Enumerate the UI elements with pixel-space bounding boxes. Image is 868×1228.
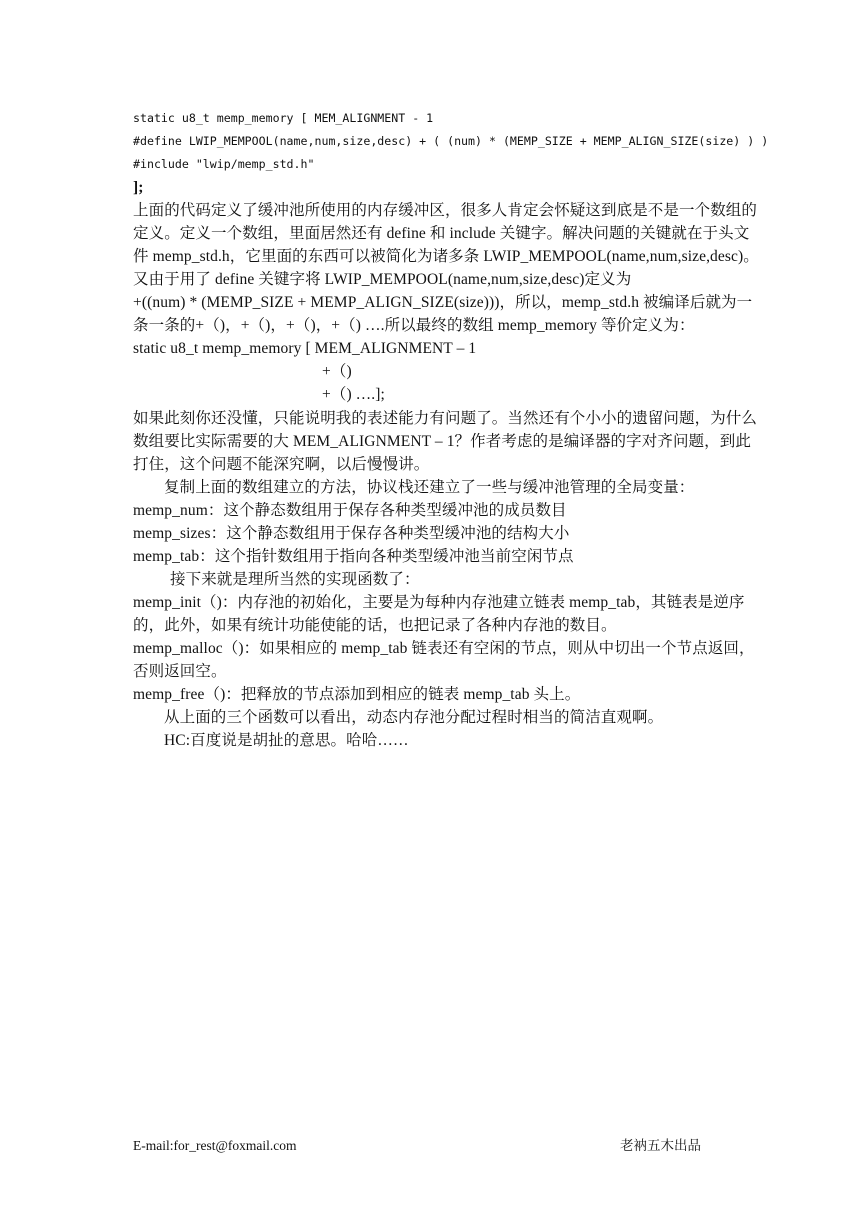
paragraph-3-line-1: 复制上面的数组建立的方法，协议栈还建立了一些与缓冲池管理的全局变量： [164, 479, 695, 496]
paragraph-4-line-1: 接下来就是理所当然的实现函数了： [170, 571, 420, 588]
paragraph-1-line-4: 又由于用了 define 关键字将 LWIP_MEMPOOL(name,num,size,desc)定义为 [133, 271, 632, 288]
paragraph-1-line-7: static u8_t memp_memory [ MEM_ALIGNMENT – 1 [133, 340, 477, 357]
paragraph-4-line-7: 从上面的三个函数可以看出，动态内存池分配过程时相当的简洁直观啊。 [164, 709, 664, 726]
paragraph-4-line-5: 否则返回空。 [133, 663, 227, 680]
paragraph-4-line-2: memp_init（)：内存池的初始化，主要是为每种内存池建立链表 memp_tab，其链表是逆序 [133, 594, 745, 611]
paragraph-4-line-3: 的，此外，如果有统计功能使能的话，也把记录了各种内存池的数目。 [133, 617, 617, 634]
paragraph-1-line-1: 上面的代码定义了缓冲池所使用的内存缓冲区，很多人肯定会怀疑这到底是不是一个数组的 [133, 202, 758, 219]
paragraph-3-line-2: memp_num：这个静态数组用于保存各种类型缓冲池的成员数目 [133, 502, 567, 519]
paragraph-4-line-8: HC:百度说是胡扯的意思。哈哈…… [164, 732, 409, 749]
paragraph-1-line-3: 件 memp_std.h，它里面的东西可以被简化为诸多条 LWIP_MEMPOOL(name,num,size,desc)。 [133, 248, 759, 265]
footer-email: E-mail:for_rest@foxmail.com [133, 1138, 297, 1153]
paragraph-3-line-4: memp_tab：这个指针数组用于指向各种类型缓冲池当前空闲节点 [133, 548, 574, 565]
paragraph-1-line-6: 条一条的+（)，+（)，+（)，+（) ….所以最终的数组 memp_memory 等价定义为： [133, 317, 695, 334]
paragraph-2-line-3: 打住，这个问题不能深究啊，以后慢慢讲。 [133, 456, 430, 473]
code-line-4: ]; [133, 179, 144, 196]
paragraph-1-line-8: +（) [322, 363, 352, 380]
paragraph-3-line-3: memp_sizes：这个静态数组用于保存各种类型缓冲池的结构大小 [133, 525, 570, 542]
footer-author: 老衲五木出品 [620, 1138, 701, 1153]
code-line-2: #define LWIP_MEMPOOL(name,num,size,desc) + ( (num) * (MEMP_SIZE + MEMP_ALIGN_SIZE(size) ) ) [133, 134, 769, 148]
paragraph-1-line-5: +((num) * (MEMP_SIZE + MEMP_ALIGN_SIZE(size)))，所以，memp_std.h 被编译后就为一 [133, 294, 753, 311]
paragraph-2-line-2: 数组要比实际需要的大 MEM_ALIGNMENT – 1？作者考虑的是编译器的字对齐问题，到此 [133, 433, 751, 450]
paragraph-4-line-6: memp_free（)：把释放的节点添加到相应的链表 memp_tab 头上。 [133, 686, 581, 703]
paragraph-2-line-1: 如果此刻你还没懂，只能说明我的表述能力有问题了。当然还有个小小的遗留问题，为什么 [133, 410, 758, 427]
code-line-1: static u8_t memp_memory [ MEM_ALIGNMENT - 1 [133, 111, 434, 125]
paragraph-1-line-2: 定义。定义一个数组，里面居然还有 define 和 include 关键字。解决问题的关键就在于头文 [133, 225, 750, 242]
paragraph-4-line-4: memp_malloc（)：如果相应的 memp_tab 链表还有空闲的节点，则从中切出一个节点返回， [133, 640, 755, 657]
code-line-3: #include "lwip/memp_std.h" [133, 157, 315, 171]
paragraph-1-line-9: +（) ….]; [322, 386, 385, 403]
